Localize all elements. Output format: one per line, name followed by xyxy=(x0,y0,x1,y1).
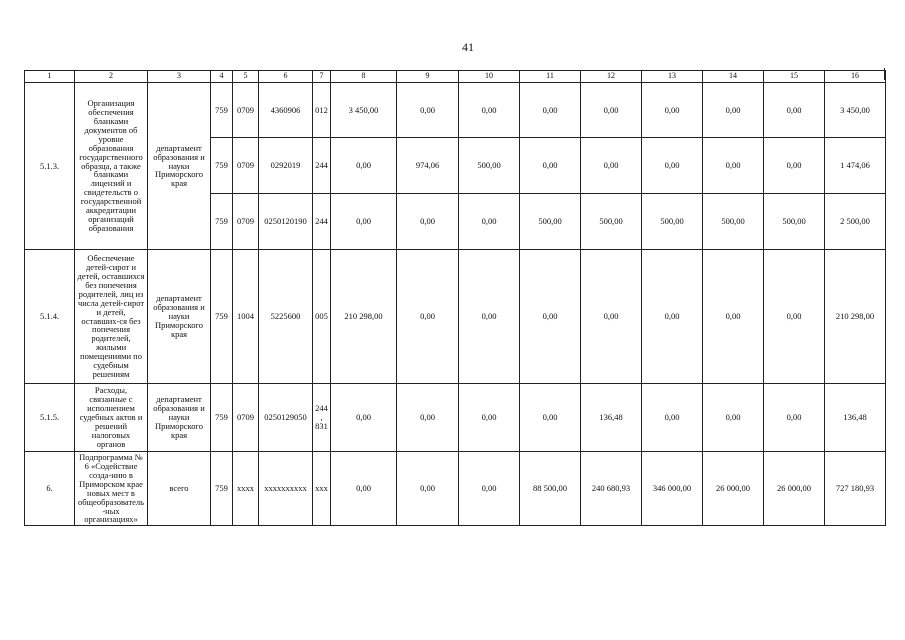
cell-c5: 1004 xyxy=(233,250,259,384)
header-cell: 6 xyxy=(259,71,313,83)
cell-c8: 0,00 xyxy=(331,384,397,452)
cell-c12: 500,00 xyxy=(581,194,642,250)
cell-c14: 26 000,00 xyxy=(703,452,764,526)
cell-c14: 0,00 xyxy=(703,83,764,138)
cell-c4: 759 xyxy=(211,194,233,250)
cell-c7: 244 xyxy=(313,194,331,250)
row-number: 5.1.5. xyxy=(25,384,75,452)
cell-c10: 0,00 xyxy=(459,452,520,526)
row-department: всего xyxy=(148,452,211,526)
cell-c9: 0,00 xyxy=(397,194,459,250)
header-cell: 2 xyxy=(75,71,148,83)
header-cell: 13 xyxy=(642,71,703,83)
cell-c9: 974,06 xyxy=(397,138,459,194)
table-row xyxy=(25,83,886,138)
cell-c8: 0,00 xyxy=(331,138,397,194)
cell-c12: 136,48 xyxy=(581,384,642,452)
row-name: Подпрограмма № 6 «Содействие созда-нию в Приморском крае новых мест в общеобразователь-ных организациях» xyxy=(75,452,148,526)
cell-c13: 0,00 xyxy=(642,384,703,452)
cell-c11: 0,00 xyxy=(520,83,581,138)
cell-c11: 0,00 xyxy=(520,250,581,384)
cell-c12: 0,00 xyxy=(581,83,642,138)
cell-c4: 759 xyxy=(211,384,233,452)
header-cell: 12 xyxy=(581,71,642,83)
cell-c6: 5225600 xyxy=(259,250,313,384)
header-cell: 5 xyxy=(233,71,259,83)
cell-c8: 210 298,00 xyxy=(331,250,397,384)
cell-c9: 0,00 xyxy=(397,250,459,384)
cell-c4: 759 xyxy=(211,83,233,138)
cell-c8: 0,00 xyxy=(331,452,397,526)
cell-c16: 3 450,00 xyxy=(825,83,886,138)
cell-c9: 0,00 xyxy=(397,83,459,138)
cell-c6: 0250120190 xyxy=(259,194,313,250)
cell-c9: 0,00 xyxy=(397,452,459,526)
cell-c8: 3 450,00 xyxy=(331,83,397,138)
cell-c15: 0,00 xyxy=(764,384,825,452)
header-row xyxy=(25,71,886,83)
header-cell: 16 xyxy=(825,71,886,83)
cell-c10: 0,00 xyxy=(459,250,520,384)
cell-c9: 0,00 xyxy=(397,384,459,452)
cell-c12: 240 680,93 xyxy=(581,452,642,526)
cell-c6: 0250129050 xyxy=(259,384,313,452)
cell-c11: 88 500,00 xyxy=(520,452,581,526)
cell-c6: 4360906 xyxy=(259,83,313,138)
cell-c7: 244, 831 xyxy=(313,384,331,452)
cell-c13: 0,00 xyxy=(642,83,703,138)
cell-c11: 500,00 xyxy=(520,194,581,250)
cell-c8: 0,00 xyxy=(331,194,397,250)
header-cell: 4 xyxy=(211,71,233,83)
header-cell: 1 xyxy=(25,71,75,83)
header-cell: 8 xyxy=(331,71,397,83)
cell-c13: 0,00 xyxy=(642,250,703,384)
cell-c12: 0,00 xyxy=(581,138,642,194)
cell-c4: 759 xyxy=(211,452,233,526)
cell-c10: 0,00 xyxy=(459,83,520,138)
budget-table xyxy=(24,70,886,526)
cell-c7: 244 xyxy=(313,138,331,194)
cell-c11: 0,00 xyxy=(520,384,581,452)
cell-c15: 0,00 xyxy=(764,138,825,194)
cell-c15: 0,00 xyxy=(764,250,825,384)
page-number: 41 xyxy=(462,40,474,54)
cell-c4: 759 xyxy=(211,138,233,194)
cell-c5: 0709 xyxy=(233,194,259,250)
cell-c16: 727 180,93 xyxy=(825,452,886,526)
cell-c16: 136,48 xyxy=(825,384,886,452)
cell-c10: 0,00 xyxy=(459,194,520,250)
cell-c16: 1 474,06 xyxy=(825,138,886,194)
header-cell: 9 xyxy=(397,71,459,83)
cell-c16: 210 298,00 xyxy=(825,250,886,384)
cell-c15: 500,00 xyxy=(764,194,825,250)
cell-c13: 346 000,00 xyxy=(642,452,703,526)
row-name: Организация обеспечения бланками документов об уровне образования государственного образца, а также бланками лицензий и свидетельств о государственной аккредитации организаций образования xyxy=(75,83,148,250)
cell-c5: 0709 xyxy=(233,384,259,452)
row-name: Расходы, связанные с исполнением судебных актов и решений налоговых органов xyxy=(75,384,148,452)
cell-c4: 759 xyxy=(211,250,233,384)
cell-c10: 0,00 xyxy=(459,384,520,452)
cell-c10: 500,00 xyxy=(459,138,520,194)
cell-c6: xxxxxxxxxx xyxy=(259,452,313,526)
row-number: 5.1.3. xyxy=(25,83,75,250)
header-cell: 10 xyxy=(459,71,520,83)
row-department: департамент образования и науки Приморского края xyxy=(148,83,211,250)
header-cell: 3 xyxy=(148,71,211,83)
header-cell: 7 xyxy=(313,71,331,83)
cell-c7: xxx xyxy=(313,452,331,526)
cell-c12: 0,00 xyxy=(581,250,642,384)
cell-c5: 0709 xyxy=(233,138,259,194)
table-row xyxy=(25,250,886,384)
header-cell: 11 xyxy=(520,71,581,83)
row-number: 6. xyxy=(25,452,75,526)
cell-c7: 012 xyxy=(313,83,331,138)
cell-c5: 0709 xyxy=(233,83,259,138)
row-name: Обеспечение детей-сирот и детей, оставшихся без попечения родителей, лиц из числа детей-сирот и детей, оставших-ся без попечения родителей, жилыми помещениями по судебным решениям xyxy=(75,250,148,384)
cell-c13: 0,00 xyxy=(642,138,703,194)
row-department: департамент образования и науки Приморского края xyxy=(148,384,211,452)
header-cell: 15 xyxy=(764,71,825,83)
header-cell: 14 xyxy=(703,71,764,83)
cell-c11: 0,00 xyxy=(520,138,581,194)
cell-c5: xxxx xyxy=(233,452,259,526)
cell-c15: 0,00 xyxy=(764,83,825,138)
cell-c14: 0,00 xyxy=(703,138,764,194)
table-row xyxy=(25,452,886,526)
cell-c16: 2 500,00 xyxy=(825,194,886,250)
cell-c13: 500,00 xyxy=(642,194,703,250)
table-row xyxy=(25,384,886,452)
row-department: департамент образования и науки Приморского края xyxy=(148,250,211,384)
row-number: 5.1.4. xyxy=(25,250,75,384)
cell-c14: 0,00 xyxy=(703,250,764,384)
cell-c14: 0,00 xyxy=(703,384,764,452)
cell-c15: 26 000,00 xyxy=(764,452,825,526)
cell-c7: 005 xyxy=(313,250,331,384)
cell-c14: 500,00 xyxy=(703,194,764,250)
cell-c6: 0292019 xyxy=(259,138,313,194)
